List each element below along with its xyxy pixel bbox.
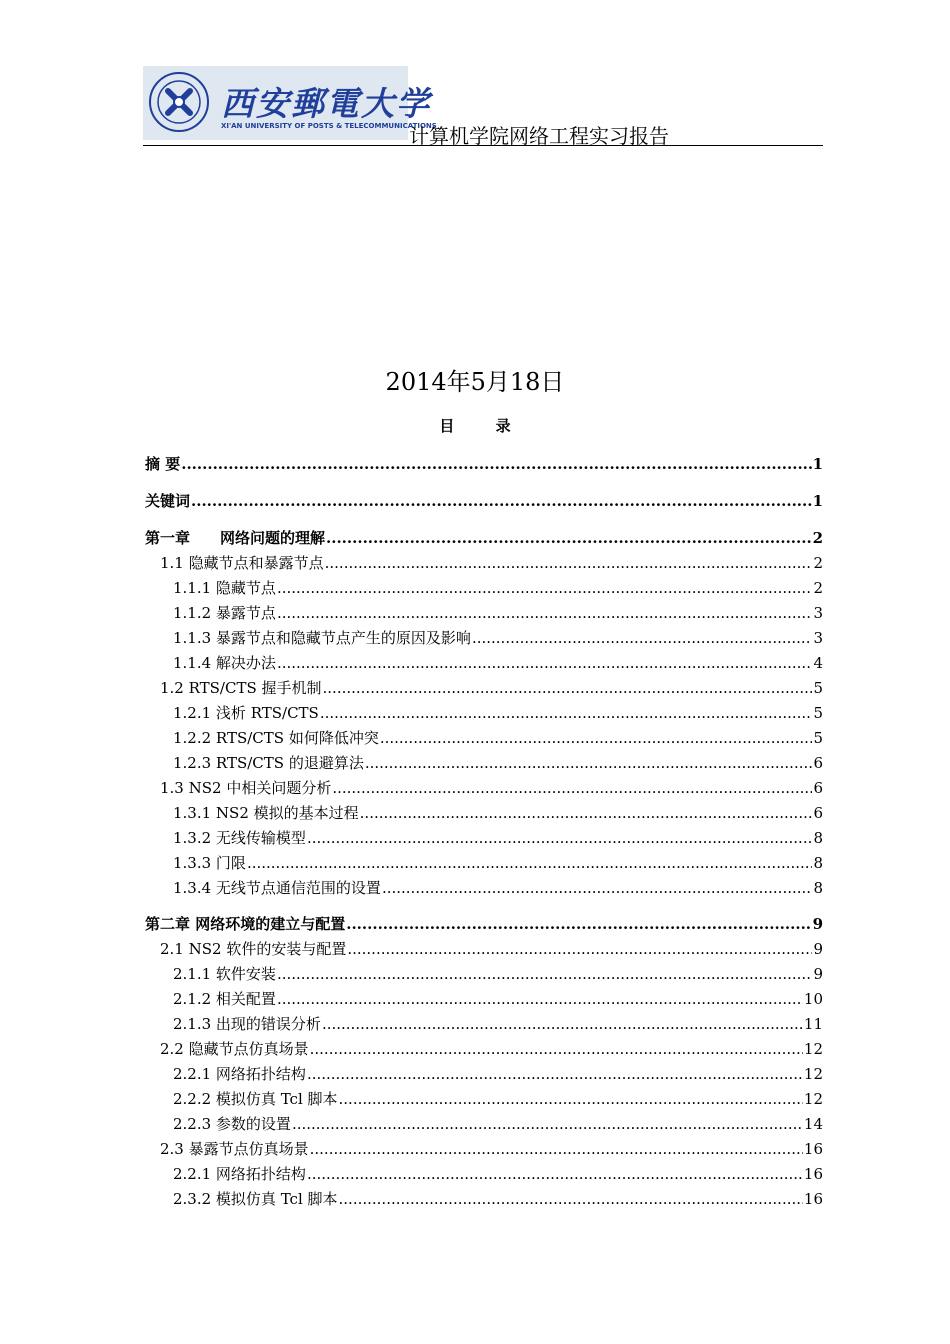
toc-entry-label: 1.3.1 NS2 模拟的基本过程 (173, 804, 359, 822)
toc-entry[interactable] (145, 454, 823, 474)
toc-entry-label: 1.2 RTS/CTS 握手机制 (160, 679, 322, 697)
logo-chinese-name: 西安郵電大学 (221, 84, 431, 123)
toc-entry-page: 6 (813, 804, 823, 822)
toc-entry-label: 第一章 网络问题的理解 (145, 529, 326, 547)
toc-leader-dots (181, 454, 811, 474)
toc-heading: 目 录 (439, 417, 529, 435)
university-emblem-icon (148, 71, 210, 133)
toc-entry[interactable] (145, 1189, 823, 1209)
toc-entry[interactable] (145, 728, 823, 748)
toc-entry-label: 2.2.3 参数的设置 (173, 1115, 291, 1133)
toc-entry-page: 14 (803, 1115, 823, 1133)
toc-leader-dots (310, 1039, 803, 1059)
toc-leader-dots (277, 653, 813, 673)
toc-entry-label: 2.3.2 模拟仿真 Tcl 脚本 (173, 1190, 338, 1208)
toc-entry-label: 2.3 暴露节点仿真场景 (160, 1140, 309, 1158)
toc-entry-page: 16 (803, 1165, 823, 1183)
toc-entry-page: 4 (813, 654, 823, 672)
toc-leader-dots (247, 853, 813, 873)
toc-entry-page: 5 (813, 729, 823, 747)
toc-entry[interactable] (145, 778, 823, 798)
toc-entry-label: 第二章 网络环境的建立与配置 (145, 915, 346, 933)
toc-entry[interactable] (145, 1164, 823, 1184)
toc-leader-dots (339, 1089, 803, 1109)
toc-entry-page: 16 (803, 1190, 823, 1208)
toc-entry-page: 9 (813, 940, 823, 958)
toc-leader-dots (307, 1164, 803, 1184)
toc-leader-dots (325, 553, 813, 573)
toc-entry-page: 2 (812, 529, 823, 547)
toc-entry[interactable] (145, 653, 823, 673)
toc-leader-dots (380, 728, 813, 748)
toc-entry-page: 11 (803, 1015, 823, 1033)
toc-leader-dots (339, 1189, 803, 1209)
toc-entry[interactable] (145, 703, 823, 723)
toc-leader-dots (322, 1014, 803, 1034)
toc-entry-label: 摘 要 (145, 455, 181, 473)
toc-entry-page: 16 (803, 1140, 823, 1158)
toc-leader-dots (360, 803, 813, 823)
toc-entry-page: 9 (812, 915, 823, 933)
toc-leader-dots (382, 878, 813, 898)
toc-leader-dots (310, 1139, 803, 1159)
toc-entry[interactable] (145, 853, 823, 873)
toc-entry-page: 8 (813, 854, 823, 872)
toc-entry[interactable] (145, 553, 823, 573)
toc-entry-page: 1 (812, 455, 823, 473)
header-divider (143, 145, 823, 146)
toc-entry-label: 2.2.1 网络拓扑结构 (173, 1165, 306, 1183)
toc-leader-dots (277, 603, 813, 623)
toc-entry-page: 3 (813, 604, 823, 622)
toc-entry-label: 关键词 (145, 492, 191, 510)
toc-leader-dots (277, 989, 803, 1009)
toc-entry[interactable] (145, 878, 823, 898)
toc-entry[interactable] (145, 603, 823, 623)
toc-leader-dots (332, 778, 812, 798)
toc-leader-dots (307, 1064, 803, 1084)
toc-entry[interactable] (145, 753, 823, 773)
toc-leader-dots (347, 939, 812, 959)
toc-entry[interactable] (145, 1039, 823, 1059)
toc-entry[interactable] (145, 828, 823, 848)
toc-entry[interactable] (145, 914, 823, 934)
toc-entry-page: 12 (803, 1040, 823, 1058)
toc-leader-dots (323, 678, 813, 698)
toc-entry-page: 8 (813, 829, 823, 847)
toc-entry[interactable] (145, 939, 823, 959)
toc-entry-label: 2.1.2 相关配置 (173, 990, 276, 1008)
toc-entry-label: 1.3.4 无线节点通信范围的设置 (173, 879, 381, 897)
toc-leader-dots (191, 491, 812, 511)
toc-entry[interactable] (145, 528, 823, 548)
toc-entry-page: 5 (813, 704, 823, 722)
report-date: 2014年5月18日 (385, 368, 565, 396)
toc-leader-dots (307, 828, 813, 848)
toc-entry[interactable] (145, 1064, 823, 1084)
toc-entry-label: 2.1 NS2 软件的安装与配置 (160, 940, 347, 958)
toc-entry-page: 5 (813, 679, 823, 697)
toc-entry-page: 2 (813, 554, 823, 572)
toc-entry-page: 8 (813, 879, 823, 897)
toc-entry[interactable] (145, 1089, 823, 1109)
toc-entry-label: 1.2.1 浅析 RTS/CTS (173, 704, 319, 722)
toc-entry[interactable] (145, 678, 823, 698)
toc-entry-label: 2.2.2 模拟仿真 Tcl 脚本 (173, 1090, 338, 1108)
toc-entry-label: 1.1 隐藏节点和暴露节点 (160, 554, 324, 572)
toc-entry-page: 6 (813, 779, 823, 797)
toc-entry-page: 12 (803, 1090, 823, 1108)
toc-entry[interactable] (145, 964, 823, 984)
toc-entry-page: 6 (813, 754, 823, 772)
toc-entry-label: 1.1.2 暴露节点 (173, 604, 276, 622)
toc-leader-dots (326, 528, 812, 548)
toc-entry-page: 2 (813, 579, 823, 597)
toc-entry-label: 1.3 NS2 中相关问题分析 (160, 779, 332, 797)
toc-entry-label: 1.1.3 暴露节点和隐藏节点产生的原因及影响 (173, 629, 471, 647)
toc-entry[interactable] (145, 1114, 823, 1134)
toc-entry-label: 1.3.2 无线传输模型 (173, 829, 306, 847)
toc-entry-label: 1.1.1 隐藏节点 (173, 579, 276, 597)
toc-entry-label: 2.2 隐藏节点仿真场景 (160, 1040, 309, 1058)
report-title: 计算机学院网络工程实习报告 (409, 124, 669, 148)
toc-entry[interactable] (145, 803, 823, 823)
toc-entry-page: 3 (813, 629, 823, 647)
toc-entry-label: 1.3.3 门限 (173, 854, 246, 872)
toc-entry[interactable] (145, 491, 823, 511)
toc-entry-page: 9 (813, 965, 823, 983)
toc-entry-label: 2.2.1 网络拓扑结构 (173, 1065, 306, 1083)
toc-entry-page: 12 (803, 1065, 823, 1083)
toc-leader-dots (277, 578, 813, 598)
toc-entry[interactable] (145, 628, 823, 648)
toc-entry-label: 1.2.3 RTS/CTS 的退避算法 (173, 754, 364, 772)
toc-entry-label: 1.1.4 解决办法 (173, 654, 276, 672)
toc-entry-label: 2.1.3 出现的错误分析 (173, 1015, 321, 1033)
university-logo (143, 66, 437, 140)
page-header (143, 66, 823, 146)
toc-leader-dots (365, 753, 813, 773)
toc-leader-dots (346, 914, 811, 934)
toc-entry-label: 1.2.2 RTS/CTS 如何降低冲突 (173, 729, 379, 747)
logo-english-name: XI'AN UNIVERSITY OF POSTS & TELECOMMUNICATIONS (221, 122, 437, 130)
toc-leader-dots (292, 1114, 803, 1134)
toc-entry-label: 2.1.1 软件安装 (173, 965, 276, 983)
toc-leader-dots (320, 703, 813, 723)
toc-entry[interactable] (145, 578, 823, 598)
toc-entry[interactable] (145, 989, 823, 1009)
toc-leader-dots (277, 964, 813, 984)
toc-entry-page: 1 (812, 492, 823, 510)
toc-leader-dots (472, 628, 813, 648)
toc-entry[interactable] (145, 1014, 823, 1034)
toc-entry[interactable] (145, 1139, 823, 1159)
toc-entry-page: 10 (803, 990, 823, 1008)
